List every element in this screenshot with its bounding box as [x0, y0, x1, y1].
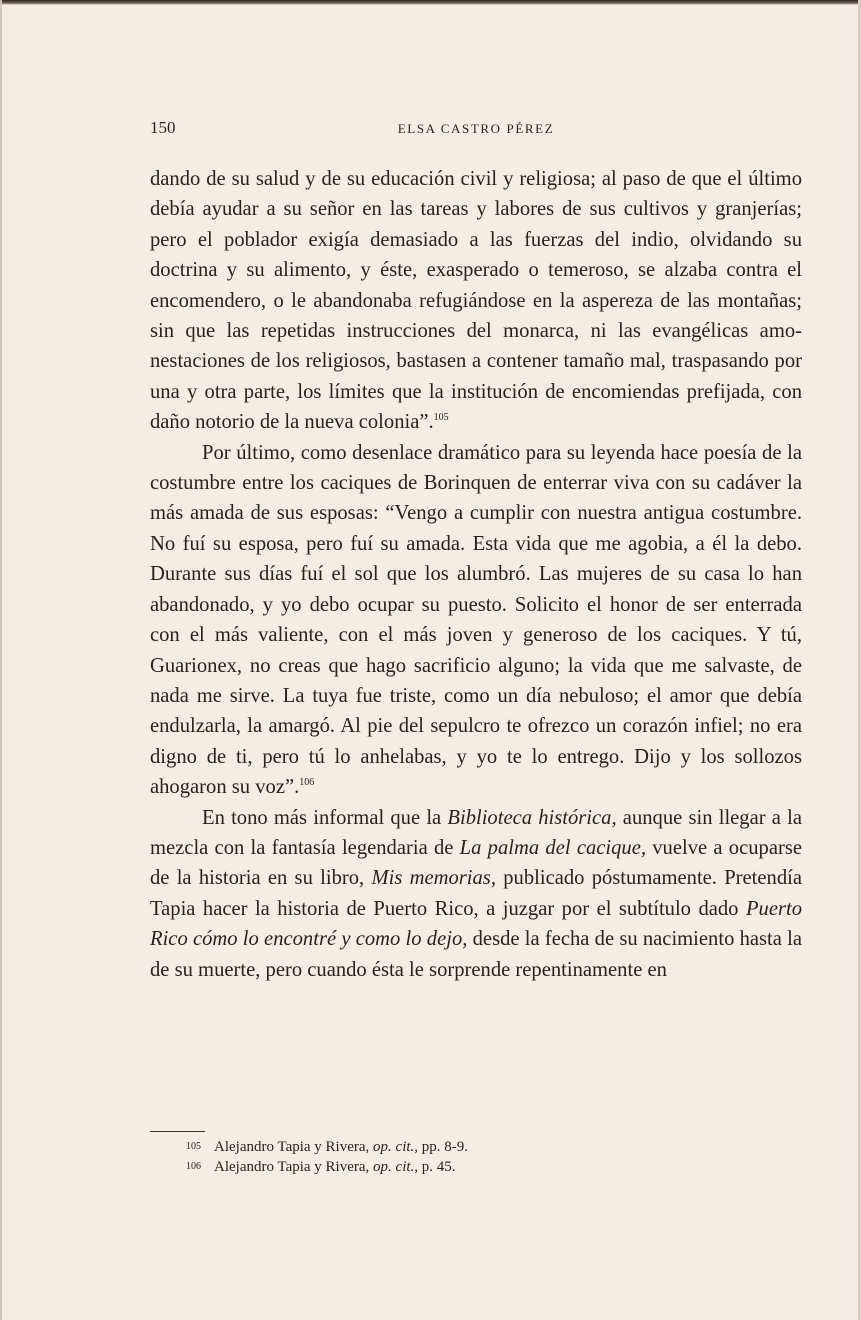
- paragraph-3-text-c: aunque sin llegar a la mezcla con la fantasía legendaria de: [150, 806, 803, 859]
- paragraph-2: [150, 438, 802, 803]
- footnote-ref-106: 106: [299, 777, 315, 789]
- page-top-edge: [2, 0, 858, 5]
- footnote-author: Alejandro Tapia y Rivera,: [214, 1159, 374, 1175]
- page-number: 150: [150, 118, 176, 137]
- book-title-biblioteca: Biblioteca histórica,: [447, 806, 617, 829]
- paragraph-3-text-g: publicado póstumamente. Pretendía Tapia hacer la historia de Puerto Rico, a juzgar por el subtítulo dado: [150, 867, 802, 920]
- footnotes: [186, 1137, 746, 1177]
- running-head: ELSA CASTRO PÉREZ: [397, 121, 555, 136]
- footnote-cite: op. cit.,: [373, 1139, 419, 1155]
- body-text: [150, 164, 802, 985]
- book-title-memorias: Mis memorias,: [371, 867, 496, 890]
- paragraph-2-text: Por último, como desenlace dramático para su leyenda hace poesía de la costumbre entre los caciques de Borinquen de enterrar viva con su cadáver la más amada de sus esposas: “Vengo a cumplir con nuestra antigua costumbre. No fuí su esposa, pero fuí su amada. Esta vida que me agobia, a él la debo. Durante sus días fuí el sol que los alumbró. Las mujeres de su casa lo han abandonado, y yo debo ocupar su puesto. Solicito el honor de ser enterrada con el más valiente, con el más joven y generoso de los caciques. Y tú, Guarionex, no creas que hago sacrificio alguno; la vida que me salvaste, de nada me sirve. La tuya fue triste, como un día nebuloso; el amor que debía endulzarla, la amargó. Al pie del sepulcro te ofrezco un corazón infiel; no era digno de ti, pero tú lo anhelabas, y yo te lo entrego. Dijo y los sollozos ahogaron su voz”.: [150, 441, 802, 799]
- paragraph-1: [150, 164, 802, 438]
- subtitle-puerto-rico: Puerto Rico cómo lo encontré y como lo dejo,: [150, 897, 802, 951]
- book-title-palma: La palma del cacique,: [459, 836, 646, 859]
- footnote-number: 105: [186, 1141, 201, 1152]
- footnote-pages: pp. 8-9.: [418, 1139, 469, 1155]
- footnote-number: 106: [186, 1161, 201, 1172]
- page-header: [150, 118, 802, 142]
- footnote-106: [186, 1157, 746, 1177]
- footnote-ref-105: 105: [433, 412, 449, 424]
- footnote-cite: op. cit.,: [373, 1159, 419, 1175]
- paragraph-3-text-i: desde la fecha de su nacimiento hasta la de su muerte, pero cuando ésta le sorprende repentinamente en: [150, 928, 802, 981]
- paragraph-3-text-e: vuelve a ocuparse de la historia en su libro,: [150, 836, 802, 890]
- paragraph-3-text-a: En tono más informal que la: [202, 806, 448, 829]
- footnote-author: Alejandro Tapia y Rivera,: [214, 1139, 374, 1155]
- footnote-105: [186, 1137, 746, 1157]
- paragraph-1-text: dando de su salud y de su educación civil y religiosa; al paso de que el último debía ayudar a su señor en las tareas y labores de sus cultivos y granjerías; pero el poblador exigía demasiado a las fuerzas del indio, olvidando su doctrina y su alimento, y éste, exasperado o temeroso, se alzaba contra el encomendero, o le abandonaba refugiándose en la aspereza de las montañas; sin que las repetidas instrucciones del monarca, ni las evangélicas amonestaciones de los religiosos, bastasen a contener tamaño mal, traspasando por una y otra parte, los límites que la institución de encomiendas prefijada, con daño notorio de la nueva colonia”.: [150, 168, 802, 434]
- paragraph-3: [150, 803, 802, 985]
- footnote-rule: [150, 1131, 205, 1132]
- footnote-pages: p. 45.: [418, 1159, 456, 1175]
